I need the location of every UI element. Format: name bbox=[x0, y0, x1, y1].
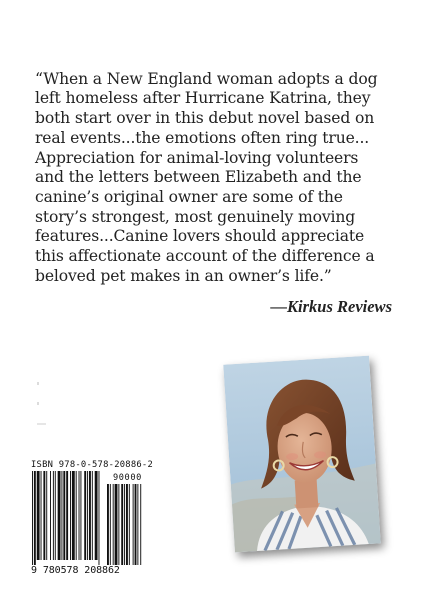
quote-line: beloved pet makes in an owner’s life.” bbox=[35, 266, 332, 285]
price-addon-number: 90000 bbox=[113, 473, 142, 483]
author-photo bbox=[223, 356, 381, 553]
faint-mark bbox=[37, 423, 46, 425]
quote-line: canine’s original owner are some of the bbox=[35, 187, 343, 206]
quote-line: both start over in this debut novel based on bbox=[35, 109, 375, 128]
quote-line: story’s strongest, most genuinely moving bbox=[35, 207, 356, 226]
quote-line: left homeless after Hurricane Katrina, they bbox=[35, 89, 371, 108]
barcode-bars bbox=[31, 471, 145, 567]
quote-line: this affectionate account of the difference a bbox=[35, 247, 375, 266]
faint-mark bbox=[37, 402, 39, 405]
quote-line: Appreciation for animal-loving volunteers bbox=[35, 148, 359, 167]
ean-number: 9 780578 208862 bbox=[31, 565, 120, 576]
faint-mark bbox=[37, 382, 39, 385]
attribution-dash: — bbox=[270, 297, 288, 316]
review-attribution bbox=[271, 297, 392, 317]
isbn-barcode bbox=[31, 460, 154, 579]
quote-line: and the letters between Elizabeth and the bbox=[35, 168, 362, 187]
isbn-label: ISBN 978-0-578-20886-2 bbox=[31, 460, 154, 470]
review-quote bbox=[35, 50, 407, 286]
author-portrait-photo bbox=[223, 356, 381, 553]
quote-line: features...Canine lovers should appreciate bbox=[35, 227, 365, 246]
attribution-source: Kirkus Reviews bbox=[287, 297, 392, 316]
quote-line: real events...the emotions often ring true... bbox=[35, 128, 370, 147]
quote-line: “When a New England woman adopts a dog bbox=[35, 69, 378, 88]
